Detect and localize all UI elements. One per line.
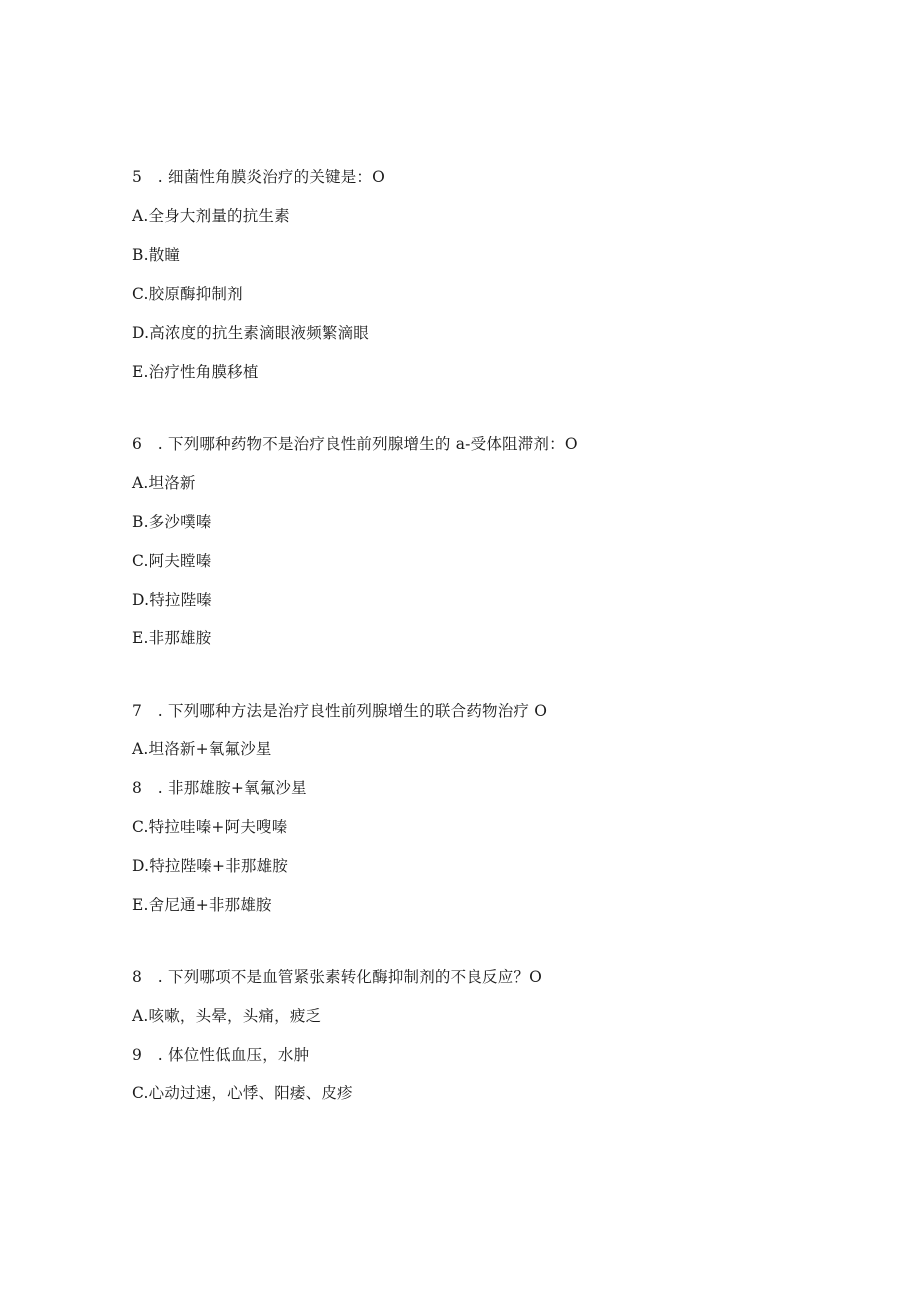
question-6-option-e: E.非那雄胺 <box>132 629 212 647</box>
question-7-stem: 7 . 下列哪种方法是治疗良性前列腺增生的联合药物治疗 O <box>132 702 548 720</box>
question-5-option-a: A.全身大剂量的抗生素 <box>132 207 290 225</box>
question-8-option-a: A.咳嗽，头晕，头痛，疲乏 <box>132 1007 322 1025</box>
question-6-option-a: A.坦洛新 <box>132 474 196 492</box>
question-8-option-b: 9 . 体位性低血压，水肿 <box>132 1046 310 1064</box>
question-8-stem: 8 . 下列哪项不是血管紧张素转化酶抑制剂的不良反应？O <box>132 968 543 986</box>
question-5-option-e: E.治疗性角膜移植 <box>132 363 259 381</box>
question-7-option-a: A.坦洛新+氧氟沙星 <box>132 740 272 758</box>
question-7-option-d: D.特拉陛嗪+非那雄胺 <box>132 857 288 875</box>
question-7-option-c: C.特拉哇嗪+阿夫嗖嗪 <box>132 818 288 836</box>
question-5-stem: 5 . 细菌性角膜炎治疗的关键是：O <box>132 168 386 186</box>
question-5-option-b: B.散瞳 <box>132 246 181 264</box>
question-6-option-b: B.多沙噗嗪 <box>132 513 212 531</box>
question-6-option-c: C.阿夫瞠嗪 <box>132 552 212 570</box>
question-5-option-c: C.胶原酶抑制剂 <box>132 285 243 303</box>
question-6-option-d: D.特拉陛嗪 <box>132 591 213 609</box>
question-5-option-d: D.高浓度的抗生素滴眼液频繁滴眼 <box>132 324 370 342</box>
question-7-option-b: 8 . 非那雄胺+氧氟沙星 <box>132 779 307 797</box>
question-8-option-c: C.心动过速，心悸、阳痿、皮疹 <box>132 1084 353 1102</box>
question-7-option-e: E.舍尼通+非那雄胺 <box>132 896 272 914</box>
question-6-stem: 6 . 下列哪种药物不是治疗良性前列腺增生的 a-受体阻滞剂：O <box>132 435 578 453</box>
